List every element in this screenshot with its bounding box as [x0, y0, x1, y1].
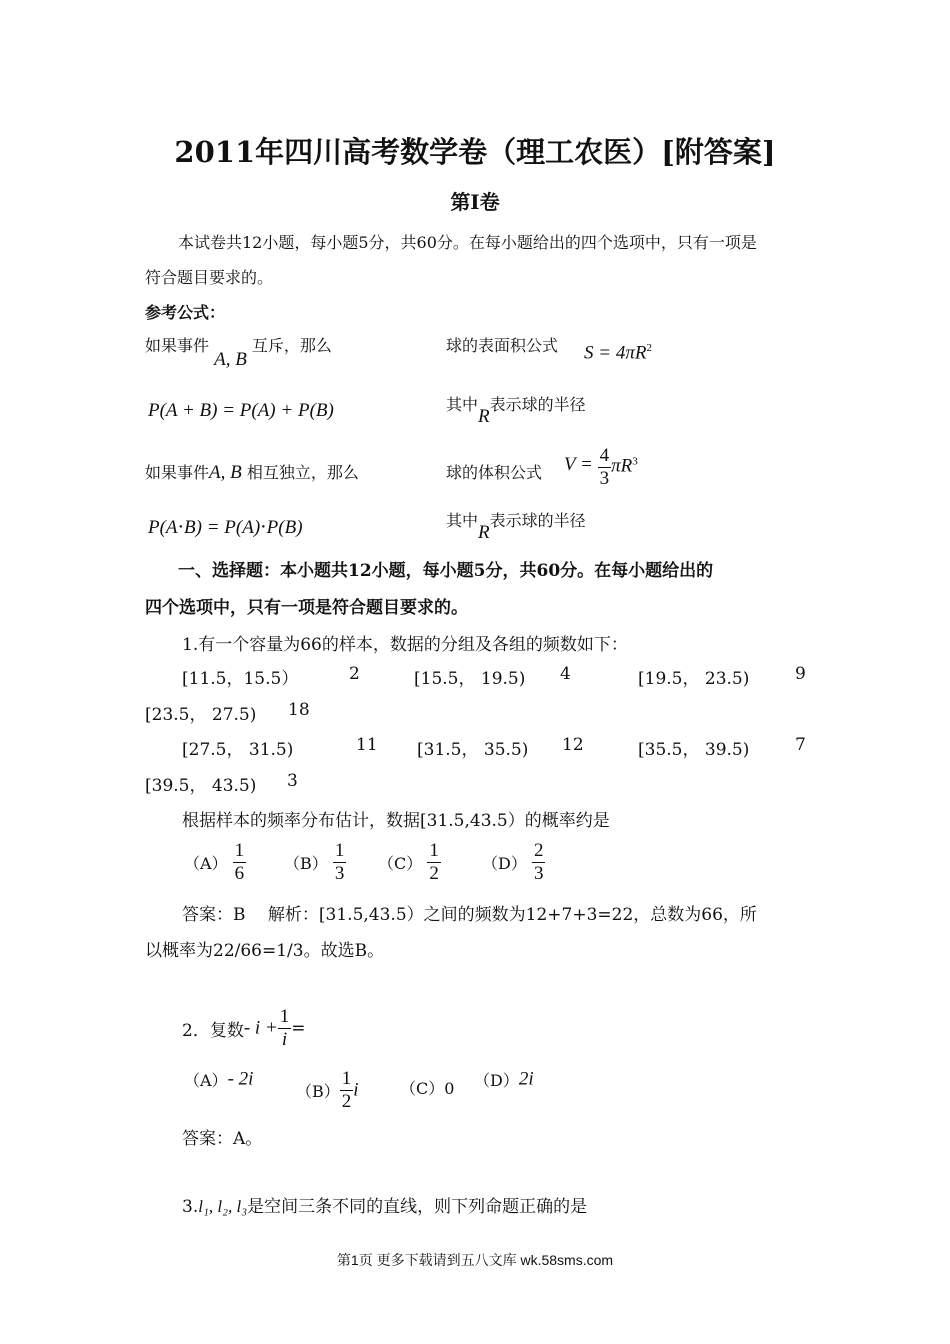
events-ab-2: A, B: [209, 462, 242, 483]
formula-independent-text: 如果事件A, B 相互独立，那么: [145, 462, 359, 483]
q1-freq: 18: [288, 700, 310, 720]
sphere-volume-label: 球的体积公式: [446, 463, 543, 482]
q1-freq: 4: [560, 664, 571, 684]
q1-freq: 9: [795, 664, 806, 684]
q1-interval: [39.5， 43.5): [145, 776, 257, 796]
q1-interval: [31.5， 35.5): [417, 740, 529, 760]
reference-heading: 参考公式：: [145, 303, 226, 322]
q1-interval: [23.5， 27.5): [145, 705, 257, 725]
events-ab: A, B: [214, 349, 247, 370]
q1-option-c: （C） $\frac{1}{2}$: [378, 840, 439, 884]
intro-line-1: 本试卷共12小题，每小题5分，共60分。在每小题给出的四个选项中，只有一项是: [178, 233, 757, 252]
intro-line-2: 符合题目要求的。: [145, 268, 274, 287]
section-1-heading-line-2: 四个选项中，只有一项是符合题目要求的。: [145, 598, 468, 618]
q2-option-d: （D）2i: [474, 1068, 534, 1090]
page-footer: 第1页 更多下载请到五八文库 wk.58sms.com: [336, 1252, 614, 1268]
q1-answer-line-1: 答案：B 解析：[31.5,43.5）之间的频数为12+7+3=22，总数为66，所: [182, 905, 757, 925]
q1-freq: 2: [349, 664, 360, 684]
page-title: 2011年四川高考数学卷（理工农医）[附答案]: [174, 135, 776, 169]
q1-option-b: （B） $\frac{1}{3}$: [284, 840, 345, 884]
section-1-heading-line-1: 一、选择题：本小题共12小题，每小题5分，共60分。在每小题给出的: [178, 561, 714, 581]
q2-stem: 2．复数- i + $\frac{1}{i}$ =: [182, 1006, 306, 1050]
q2-option-a: （A）- 2i: [184, 1068, 254, 1090]
q1-freq: 11: [356, 735, 378, 755]
q2-option-b: （B） $\frac{1}{2}$ i: [296, 1068, 359, 1112]
q1-freq: 7: [795, 735, 806, 755]
q1-option-d: （D） $\frac{2}{3}$: [482, 840, 544, 884]
q1-ask: 根据样本的频率分布估计，数据[31.5,43.5）的概率约是: [182, 811, 610, 831]
q1-freq: 12: [562, 735, 584, 755]
formula-exclusive-text: 如果事件 A, B 互斥，那么: [145, 336, 332, 370]
sphere-area-formula: $S = 4\pi R^2$: [584, 342, 652, 364]
q1-answer-line-2: 以概率为22/66=1/3。故选B。: [145, 941, 385, 961]
formula-multiplication: P(A⋅B) = P(A)⋅P(B): [148, 517, 303, 538]
q1-interval: [35.5， 39.5): [638, 740, 750, 760]
radius-note-2: 其中R表示球的半径: [446, 511, 586, 543]
q1-interval: [27.5， 31.5): [182, 740, 294, 760]
q1-stem: 1.有一个容量为66的样本，数据的分组及各组的频数如下：: [182, 635, 628, 655]
q1-freq: 3: [287, 771, 298, 791]
q1-interval: [15.5， 19.5): [414, 669, 526, 689]
formula-addition: P(A + B) = P(A) + P(B): [148, 400, 334, 421]
sphere-volume-formula: V = $\frac{4}{3}$ $\pi R^3$: [564, 445, 638, 489]
q1-option-a: （A） $\frac{1}{6}$: [184, 840, 245, 884]
section-subtitle: 第Ⅰ卷: [450, 190, 500, 214]
q1-interval: [11.5，15.5）: [182, 669, 299, 689]
q3-stem: 3.l₁, l₂, l₃是空间三条不同的直线，则下列命题正确的是: [182, 1197, 588, 1217]
q1-interval: [19.5， 23.5): [638, 669, 750, 689]
q2-answer: 答案：A。: [182, 1129, 263, 1149]
radius-note-1: 其中R表示球的半径: [446, 395, 586, 427]
sphere-area-label: 球的表面积公式: [446, 336, 559, 355]
q2-option-c: （C）0: [400, 1079, 455, 1098]
